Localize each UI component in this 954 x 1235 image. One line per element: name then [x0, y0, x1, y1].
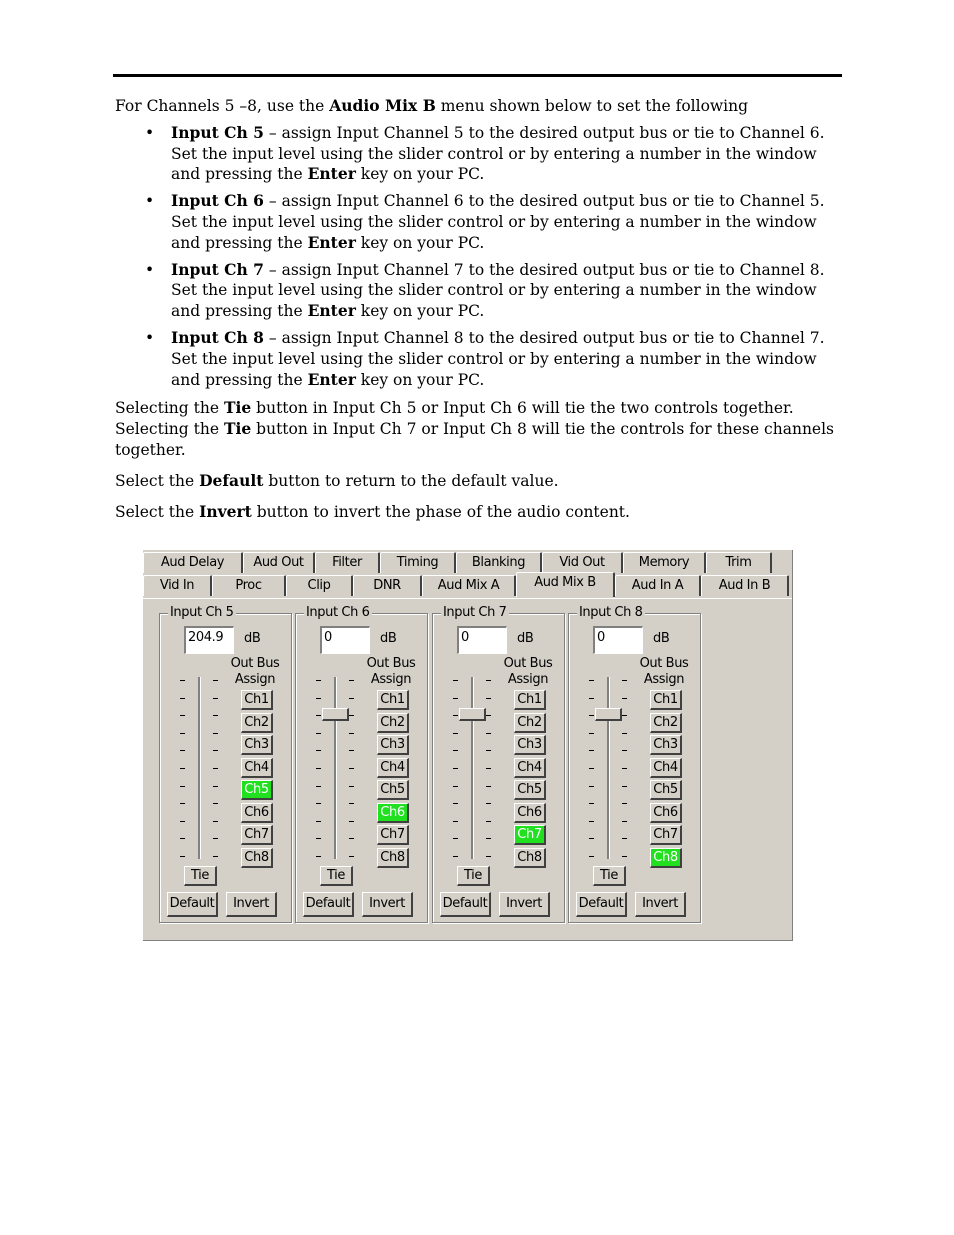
level-input[interactable]: 0	[320, 626, 370, 654]
bullet-input-ch6: • Input Ch 6 – assign Input Channel 6 to the desired output bus or tie to Channel 5. Set the input level using the slider control or by entering a number in the window and pressing the Enter key on your PC.	[171, 191, 835, 253]
slider-tick-mark	[622, 750, 627, 751]
slider-tick-mark	[486, 786, 491, 787]
slider-tick-mark	[622, 856, 627, 857]
out-bus-assign-label: Out Bus Assign	[366, 656, 416, 687]
slider-tick-mark	[180, 856, 185, 857]
document-body	[115, 96, 835, 522]
bus-button-ch1[interactable]: Ch1	[377, 690, 409, 710]
level-slider-track[interactable]	[607, 677, 610, 859]
slider-tick-mark	[622, 733, 627, 734]
bus-button-ch7[interactable]: Ch7	[241, 825, 273, 845]
bus-button-ch8[interactable]: Ch8	[377, 848, 409, 868]
slider-tick-mark	[589, 803, 594, 804]
default-button[interactable]: Default	[167, 892, 218, 917]
bus-button-ch4[interactable]: Ch4	[241, 758, 273, 778]
bus-button-ch8[interactable]: Ch8	[650, 848, 682, 868]
level-slider-thumb[interactable]	[595, 708, 622, 721]
slider-tick-mark	[622, 768, 627, 769]
tab-blanking[interactable]: Blanking	[456, 552, 542, 573]
slider-tick-mark	[180, 698, 185, 699]
db-unit-label: dB	[244, 631, 261, 646]
bus-button-ch8[interactable]: Ch8	[514, 848, 546, 868]
group-label: Input Ch 8	[579, 605, 643, 620]
slider-tick-mark	[213, 856, 218, 857]
slider-tick-mark	[589, 715, 594, 716]
bus-button-ch3[interactable]: Ch3	[241, 735, 273, 755]
tab-aud-delay[interactable]: Aud Delay	[143, 552, 243, 573]
group-label: Input Ch 5	[170, 605, 234, 620]
intro-paragraph: For Channels 5 –8, use the Audio Mix B menu shown below to set the following	[115, 96, 749, 115]
slider-tick-mark	[349, 856, 354, 857]
bus-button-ch5[interactable]: Ch5	[241, 780, 273, 800]
slider-tick-mark	[589, 821, 594, 822]
bullet-list	[115, 123, 835, 391]
slider-tick-mark	[349, 803, 354, 804]
tab-dnr[interactable]: DNR	[353, 575, 422, 596]
slider-tick-mark	[213, 838, 218, 839]
bullet-input-ch7: • Input Ch 7 – assign Input Channel 7 to the desired output bus or tie to Channel 8. Set the input level using the slider control or by entering a number in the window and pressing the Enter key on your PC.	[171, 260, 835, 322]
db-unit-label: dB	[380, 631, 397, 646]
slider-tick-mark	[589, 786, 594, 787]
slider-tick-mark	[486, 821, 491, 822]
bus-button-ch8[interactable]: Ch8	[241, 848, 273, 868]
default-button[interactable]: Default	[576, 892, 627, 917]
bus-button-ch2[interactable]: Ch2	[514, 713, 546, 733]
slider-tick-mark	[486, 803, 491, 804]
tab-aud-in-b[interactable]: Aud In B	[701, 575, 789, 596]
level-slider-track[interactable]	[334, 677, 337, 859]
tie-button[interactable]: Tie	[457, 866, 490, 886]
slider-tick-mark	[180, 680, 185, 681]
slider-tick-mark	[349, 786, 354, 787]
bus-button-ch3[interactable]: Ch3	[650, 735, 682, 755]
slider-tick-mark	[349, 838, 354, 839]
slider-tick-mark	[349, 821, 354, 822]
slider-tick-mark	[316, 750, 321, 751]
slider-tick-mark	[453, 715, 458, 716]
invert-paragraph: Select the Invert button to invert the phase of the audio content.	[115, 501, 630, 521]
slider-tick-mark	[316, 838, 321, 839]
slider-tick-mark	[213, 750, 218, 751]
bus-button-ch3[interactable]: Ch3	[514, 735, 546, 755]
slider-tick-mark	[213, 698, 218, 699]
bus-button-ch7[interactable]: Ch7	[377, 825, 409, 845]
audio-mix-b-screenshot	[143, 550, 793, 941]
bus-button-ch3[interactable]: Ch3	[377, 735, 409, 755]
slider-tick-mark	[622, 786, 627, 787]
slider-tick-mark	[349, 698, 354, 699]
tie-button[interactable]: Tie	[320, 866, 353, 886]
slider-tick-mark	[589, 698, 594, 699]
slider-tick-mark	[589, 733, 594, 734]
group-input-ch8	[568, 605, 701, 923]
slider-tick-mark	[453, 680, 458, 681]
default-button[interactable]: Default	[440, 892, 491, 917]
tab-aud-in-a[interactable]: Aud In A	[615, 575, 701, 596]
bus-button-ch1[interactable]: Ch1	[241, 690, 273, 710]
bus-button-ch5[interactable]: Ch5	[377, 780, 409, 800]
slider-tick-mark	[180, 803, 185, 804]
out-bus-assign-label: Out Bus Assign	[503, 656, 553, 687]
bus-button-ch6[interactable]: Ch6	[650, 803, 682, 823]
default-button[interactable]: Default	[303, 892, 354, 917]
slider-tick-mark	[486, 856, 491, 857]
level-input[interactable]: 0	[457, 626, 507, 654]
out-bus-assign-label: Out Bus Assign	[230, 656, 280, 687]
slider-tick-mark	[349, 680, 354, 681]
bullet-input-ch8: • Input Ch 8 – assign Input Channel 8 to the desired output bus or tie to Channel 7. Set the input level using the slider control or by entering a number in the window and pressing the Enter key on your PC.	[171, 328, 835, 390]
slider-tick-mark	[316, 698, 321, 699]
db-unit-label: dB	[653, 631, 670, 646]
slider-tick-mark	[316, 733, 321, 734]
slider-tick-mark	[486, 838, 491, 839]
level-slider-track[interactable]	[471, 677, 474, 859]
bus-button-ch6[interactable]: Ch6	[241, 803, 273, 823]
tab-row-2	[143, 575, 789, 597]
db-unit-label: dB	[517, 631, 534, 646]
bus-button-ch6[interactable]: Ch6	[377, 803, 409, 823]
slider-tick-mark	[316, 715, 321, 716]
bus-button-ch2[interactable]: Ch2	[241, 713, 273, 733]
tab-filter[interactable]: Filter	[315, 552, 380, 573]
slider-tick-mark	[316, 768, 321, 769]
slider-tick-mark	[180, 821, 185, 822]
slider-tick-mark	[486, 750, 491, 751]
slider-tick-mark	[589, 768, 594, 769]
bus-button-ch5[interactable]: Ch5	[514, 780, 546, 800]
slider-tick-mark	[453, 768, 458, 769]
slider-tick-mark	[453, 733, 458, 734]
slider-tick-mark	[213, 715, 218, 716]
bus-button-ch4[interactable]: Ch4	[650, 758, 682, 778]
slider-tick-mark	[213, 803, 218, 804]
slider-tick-mark	[486, 733, 491, 734]
slider-tick-mark	[316, 821, 321, 822]
slider-tick-mark	[622, 838, 627, 839]
bus-button-ch7[interactable]: Ch7	[514, 825, 546, 845]
slider-tick-mark	[213, 768, 218, 769]
slider-tick-mark	[589, 680, 594, 681]
slider-tick-mark	[180, 750, 185, 751]
slider-tick-mark	[453, 803, 458, 804]
slider-tick-mark	[316, 803, 321, 804]
slider-tick-mark	[180, 838, 185, 839]
header-rule	[113, 74, 842, 77]
slider-tick-mark	[486, 715, 491, 716]
group-label: Input Ch 6	[306, 605, 370, 620]
slider-tick-mark	[453, 856, 458, 857]
slider-tick-mark	[453, 786, 458, 787]
tab-timing[interactable]: Timing	[380, 552, 456, 573]
slider-tick-mark	[213, 680, 218, 681]
slider-tick-mark	[453, 821, 458, 822]
bus-button-ch1[interactable]: Ch1	[514, 690, 546, 710]
bullet-input-ch5: • Input Ch 5 – assign Input Channel 5 to the desired output bus or tie to Channel 6. Set the input level using the slider control or by entering a number in the window and pressing the Enter key on your PC.	[171, 123, 835, 185]
tab-aud-out[interactable]: Aud Out	[243, 552, 315, 573]
tab-row-1	[143, 552, 772, 574]
invert-button[interactable]: Invert	[499, 892, 550, 917]
slider-tick-mark	[213, 786, 218, 787]
bus-button-ch1[interactable]: Ch1	[650, 690, 682, 710]
slider-tick-mark	[622, 821, 627, 822]
slider-tick-mark	[453, 838, 458, 839]
slider-tick-mark	[486, 680, 491, 681]
tab-aud-mix-b[interactable]: Aud Mix B	[516, 572, 615, 597]
bus-button-ch5[interactable]: Ch5	[650, 780, 682, 800]
out-bus-assign-label: Out Bus Assign	[639, 656, 689, 687]
default-paragraph: Select the Default button to return to the default value.	[115, 470, 559, 490]
slider-tick-mark	[180, 733, 185, 734]
tab-memory[interactable]: Memory	[623, 552, 706, 573]
slider-tick-mark	[453, 750, 458, 751]
slider-tick-mark	[180, 715, 185, 716]
level-input[interactable]: 0	[593, 626, 643, 654]
group-input-ch5	[159, 605, 292, 923]
bus-button-ch2[interactable]: Ch2	[650, 713, 682, 733]
tab-body-edge	[143, 598, 792, 599]
slider-tick-mark	[349, 733, 354, 734]
group-label: Input Ch 7	[443, 605, 507, 620]
level-slider-thumb[interactable]	[322, 708, 349, 721]
bus-button-ch2[interactable]: Ch2	[377, 713, 409, 733]
tie-button[interactable]: Tie	[593, 866, 626, 886]
group-input-ch6	[295, 605, 428, 923]
slider-tick-mark	[180, 786, 185, 787]
slider-tick-mark	[453, 698, 458, 699]
group-input-ch7	[432, 605, 565, 923]
tie-button[interactable]: Tie	[184, 866, 217, 886]
tab-proc[interactable]: Proc	[212, 575, 286, 596]
slider-tick-mark	[213, 821, 218, 822]
level-input[interactable]: 204.9	[184, 626, 234, 654]
tab-vid-in[interactable]: Vid In	[143, 575, 212, 596]
bus-button-ch7[interactable]: Ch7	[650, 825, 682, 845]
bus-button-ch4[interactable]: Ch4	[377, 758, 409, 778]
slider-tick-mark	[589, 856, 594, 857]
invert-button[interactable]: Invert	[226, 892, 277, 917]
slider-tick-mark	[622, 715, 627, 716]
slider-tick-mark	[316, 856, 321, 857]
tab-aud-mix-a[interactable]: Aud Mix A	[422, 575, 516, 596]
slider-tick-mark	[213, 733, 218, 734]
tab-trim[interactable]: Trim	[706, 552, 772, 573]
tie-paragraph: Selecting the Tie button in Input Ch 5 or Input Ch 6 will tie the two controls together. Selecting the Tie button in Input Ch 7 or Input Ch 8 will tie the controls for these channels together.	[115, 398, 835, 459]
slider-tick-mark	[349, 750, 354, 751]
invert-button[interactable]: Invert	[635, 892, 686, 917]
slider-tick-mark	[622, 680, 627, 681]
slider-tick-mark	[589, 838, 594, 839]
tab-vid-out[interactable]: Vid Out	[542, 552, 623, 573]
level-slider-track[interactable]	[198, 677, 201, 859]
bus-button-ch6[interactable]: Ch6	[514, 803, 546, 823]
slider-tick-mark	[316, 680, 321, 681]
slider-tick-mark	[316, 786, 321, 787]
level-slider-thumb[interactable]	[459, 708, 486, 721]
tab-clip[interactable]: Clip	[286, 575, 353, 596]
bus-button-ch4[interactable]: Ch4	[514, 758, 546, 778]
slider-tick-mark	[622, 803, 627, 804]
slider-tick-mark	[589, 750, 594, 751]
invert-button[interactable]: Invert	[362, 892, 413, 917]
slider-tick-mark	[622, 698, 627, 699]
slider-tick-mark	[349, 768, 354, 769]
slider-tick-mark	[349, 715, 354, 716]
slider-tick-mark	[486, 698, 491, 699]
slider-tick-mark	[486, 768, 491, 769]
slider-tick-mark	[180, 768, 185, 769]
